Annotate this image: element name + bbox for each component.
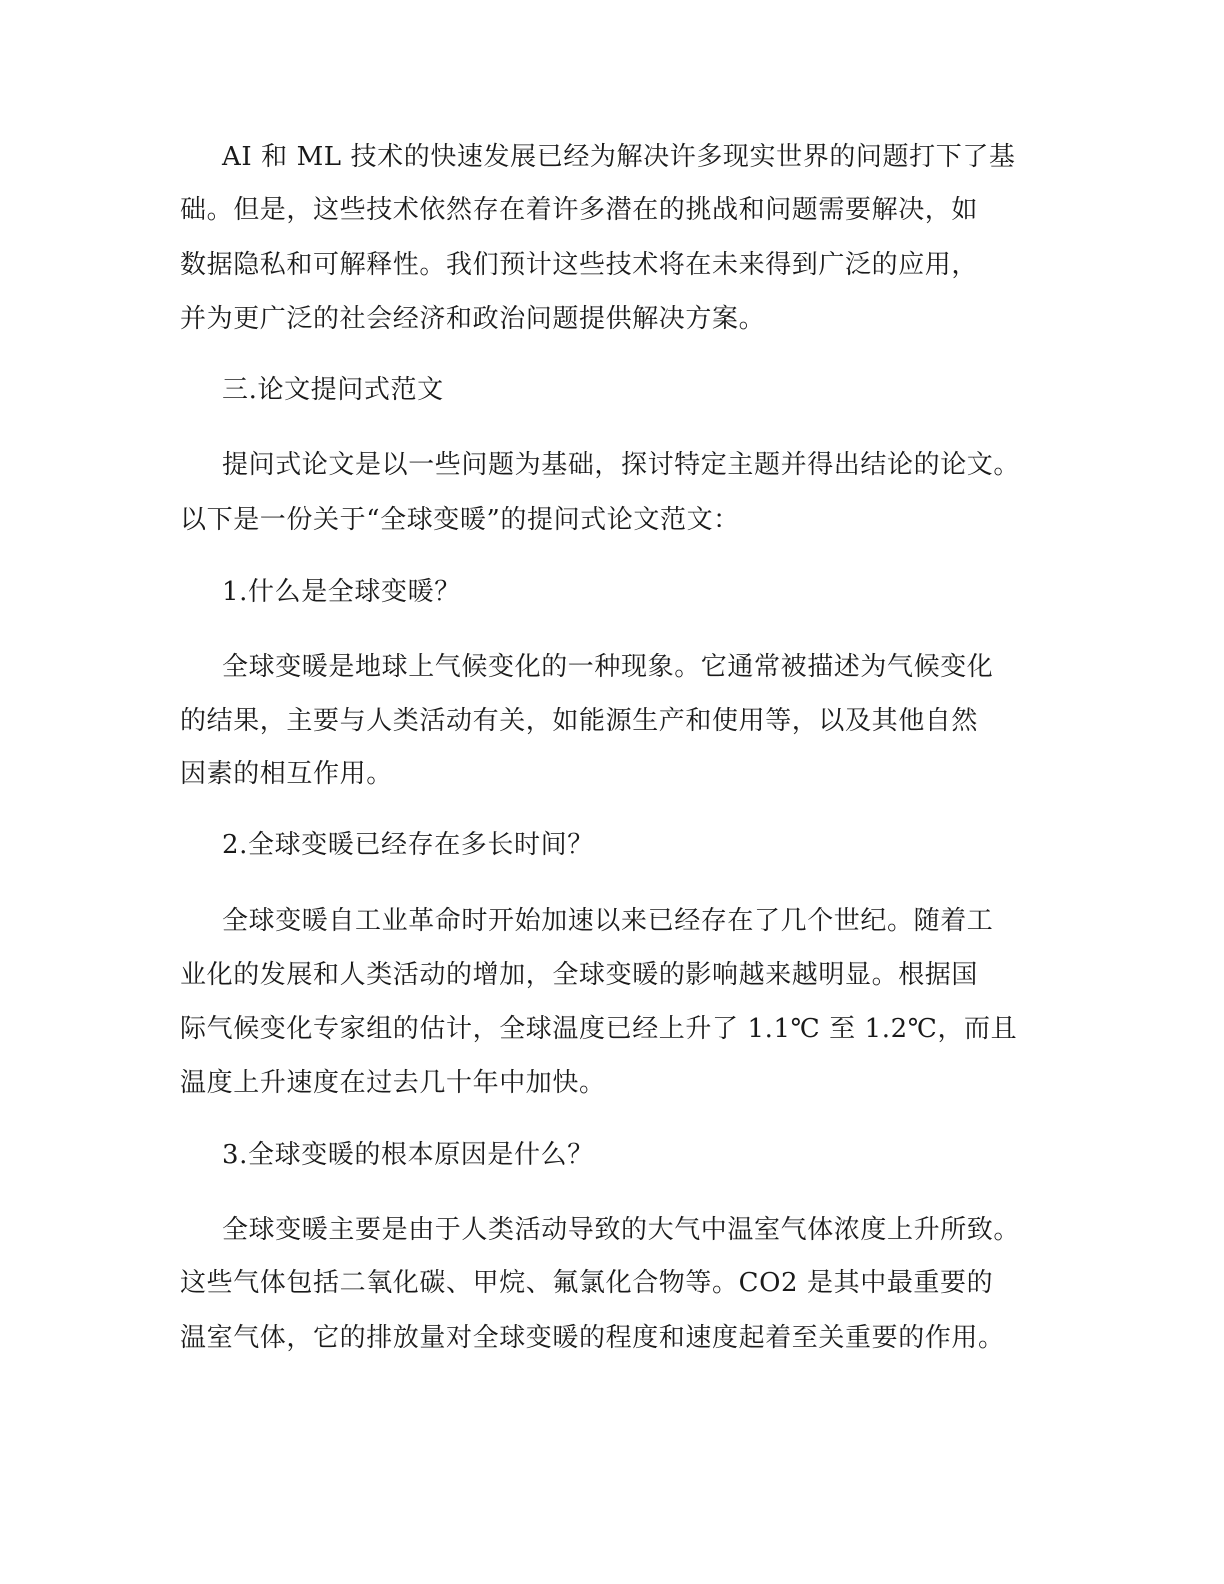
paragraph-line: 以下是一份关于“全球变暖”的提问式论文范文：	[180, 505, 740, 535]
paragraph-line: 温室气体，它的排放量对全球变暖的程度和速度起着至关重要的作用。	[180, 1323, 1005, 1353]
paragraph-line: 全球变暖是地球上气候变化的一种现象。它通常被描述为气候变化	[222, 652, 994, 682]
paragraph-line: 并为更广泛的社会经济和政治问题提供解决方案。	[180, 304, 766, 334]
paragraph-line: 数据隐私和可解释性。我们预计这些技术将在未来得到广泛的应用，	[180, 250, 979, 280]
paragraph-line: 全球变暖自工业革命时开始加速以来已经存在了几个世纪。随着工	[222, 906, 994, 936]
paragraph-line: AI 和 ML 技术的快速发展已经为解决许多现实世界的问题打下了基	[222, 142, 1016, 172]
question-heading: 3.全球变暖的根本原因是什么？	[222, 1140, 594, 1170]
paragraph-line: 因素的相互作用。	[180, 759, 393, 789]
paragraph-line: 全球变暖主要是由于人类活动导致的大气中温室气体浓度上升所致。	[222, 1215, 1021, 1245]
paragraph-line: 的结果，主要与人类活动有关，如能源生产和使用等，以及其他自然	[180, 706, 979, 736]
question-heading: 2.全球变暖已经存在多长时间？	[222, 830, 594, 860]
paragraph-line: 这些气体包括二氧化碳、甲烷、氟氯化合物等。CO2 是其中最重要的	[180, 1268, 994, 1298]
question-heading: 1.什么是全球变暖？	[222, 577, 461, 607]
paragraph-line: 温度上升速度在过去几十年中加快。	[180, 1068, 606, 1098]
paragraph-line: 础。但是，这些技术依然存在着许多潜在的挑战和问题需要解决，如	[180, 195, 979, 225]
paragraph-line: 业化的发展和人类活动的增加，全球变暖的影响越来越明显。根据国	[180, 960, 979, 990]
section-heading: 三.论文提问式范文	[222, 375, 444, 405]
paragraph-line: 际气候变化专家组的估计，全球温度已经上升了 1.1℃ 至 1.2℃，而且	[180, 1014, 1018, 1044]
paragraph-line: 提问式论文是以一些问题为基础，探讨特定主题并得出结论的论文。	[222, 450, 1021, 480]
